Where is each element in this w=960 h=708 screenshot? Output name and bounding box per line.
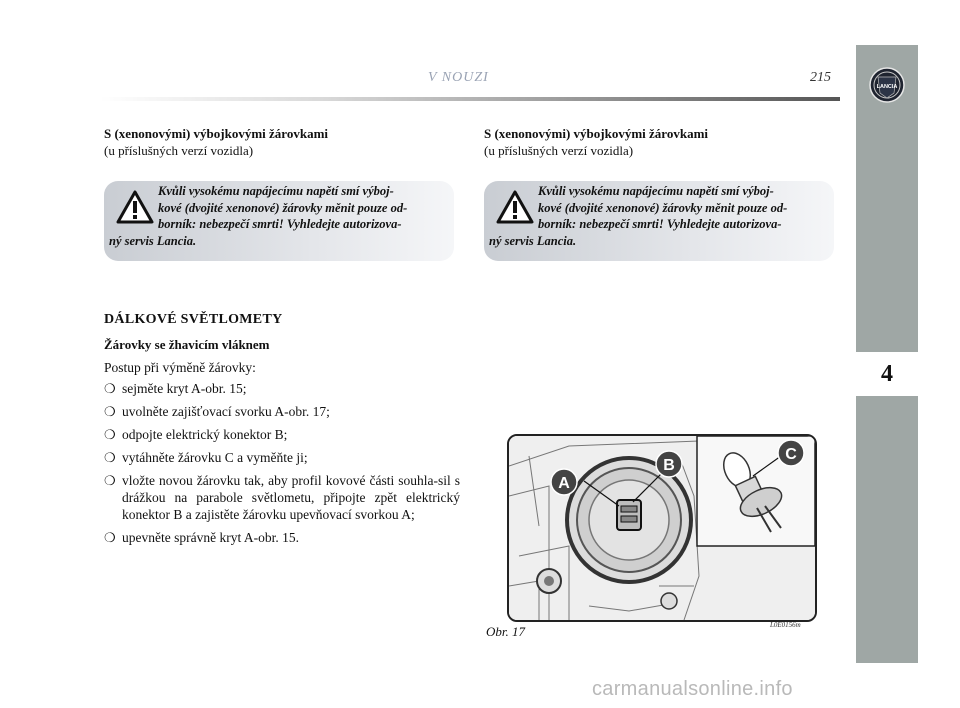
chapter-number: 4 xyxy=(856,352,918,396)
step-text: vytáhněte žárovku C a vyměňte ji; xyxy=(122,450,308,465)
bullet-icon: ❍ xyxy=(104,530,116,545)
step-text: sejměte kryt A-obr. 15; xyxy=(122,381,247,396)
bullet-icon: ❍ xyxy=(104,404,116,419)
list-item xyxy=(104,529,460,546)
callout-c xyxy=(778,440,804,466)
right-heading: S (xenonovými) výbojkovými žárovkami xyxy=(484,126,709,141)
callout-a xyxy=(551,469,577,495)
right-warning-box xyxy=(484,181,834,261)
headlight-figure xyxy=(507,434,817,622)
watermark: carmanualsonline.info xyxy=(592,678,793,700)
right-warning-line2: kové (dvojité xenonové) žárovky měnit pouze od- xyxy=(538,200,788,215)
list-item xyxy=(104,449,460,466)
left-warning-box xyxy=(104,181,454,261)
left-warning-text xyxy=(104,183,446,249)
right-warning-line3: borník: nebezpečí smrti! Vyhledejte autorizova- xyxy=(538,217,782,231)
left-warning-line4: ný servis Lancia. xyxy=(109,233,197,248)
right-warning-text xyxy=(484,183,826,249)
callout-b-label: B xyxy=(663,457,675,474)
left-subheading: (u příslušných verzí vozidla) xyxy=(104,143,254,158)
callout-b xyxy=(656,451,682,477)
lancia-logo-icon xyxy=(869,67,905,103)
subsection-title: Žárovky se žhavicím vláknem xyxy=(104,337,270,352)
left-heading-block xyxy=(104,125,328,159)
bullet-icon: ❍ xyxy=(104,381,116,396)
page-number: 215 xyxy=(810,70,831,85)
list-item xyxy=(104,426,460,443)
right-warning-line1: Kvůli vysokému napájecímu napětí smí výboj- xyxy=(538,184,774,198)
callout-c-label: C xyxy=(785,446,797,463)
procedure-intro: Postup při výměně žárovky: xyxy=(104,360,256,375)
step-text: upevněte správně kryt A-obr. 15. xyxy=(122,530,299,545)
headlight-illustration xyxy=(509,436,815,620)
left-warning-line1: Kvůli vysokému napájecímu napětí smí výboj- xyxy=(158,184,394,198)
left-warning-line3: borník: nebezpečí smrti! Vyhledejte autorizova- xyxy=(158,217,402,231)
list-item xyxy=(104,472,460,523)
list-item xyxy=(104,403,460,420)
right-warning-line4: ný servis Lancia. xyxy=(489,233,577,248)
step-text: odpojte elektrický konektor B; xyxy=(122,427,288,442)
running-header-title: V NOUZI xyxy=(428,70,489,85)
figure-caption: Obr. 17 xyxy=(486,624,526,639)
left-warning-line2: kové (dvojité xenonové) žárovky měnit pouze od- xyxy=(158,200,408,215)
step-text: uvolněte zajišťovací svorku A-obr. 17; xyxy=(122,404,330,419)
callout-a-label: A xyxy=(558,475,570,492)
step-text: vložte novou žárovku tak, aby profil kovové části souhla-sil s drážkou na parabole světlometu, připojte zpět elektrický konektor B a zajistěte žárovku upevňovací svorkou A; xyxy=(122,473,460,522)
logo-text: LANCIA xyxy=(876,84,898,90)
bullet-icon: ❍ xyxy=(104,473,116,488)
left-heading: S (xenonovými) výbojkovými žárovkami xyxy=(104,126,329,141)
header-rule xyxy=(100,97,840,101)
right-subheading: (u příslušných verzí vozidla) xyxy=(484,143,634,158)
figure-code: L0E0156m xyxy=(770,621,801,629)
list-item xyxy=(104,380,460,397)
bullet-icon: ❍ xyxy=(104,450,116,465)
right-heading-block xyxy=(484,125,708,159)
procedure-steps xyxy=(104,380,460,552)
section-title: DÁLKOVÉ SVĚTLOMETY xyxy=(104,312,283,327)
bullet-icon: ❍ xyxy=(104,427,116,442)
